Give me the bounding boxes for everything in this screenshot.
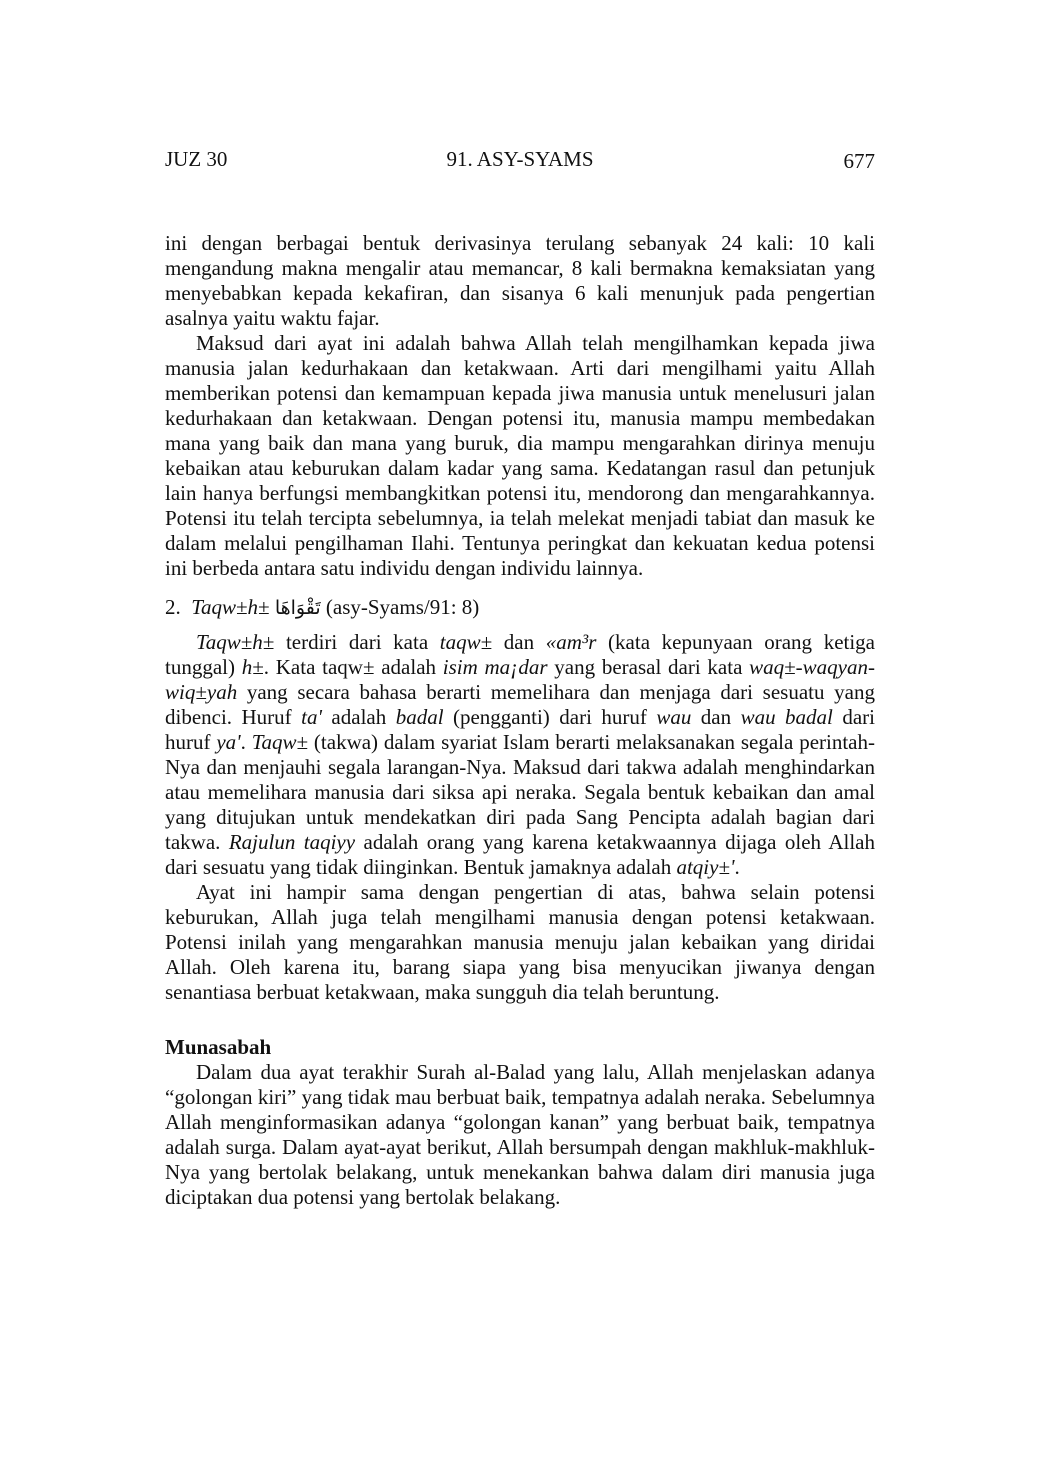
text-run: (pengganti) dari huruf [443,705,657,729]
text-run: yang secara bahasa berarti memelihara dan menjaga dari sesuatu yang dibenci. Huruf [165,680,875,729]
page-header [165,146,875,176]
term-italic: wau badal [740,705,833,729]
surah-title: 91. ASY-SYAMS [446,147,594,171]
verse-reference: (asy-Syams/91: 8) [325,595,480,619]
text-run: dan [492,630,546,654]
term-italic: atqiy±' [676,855,735,879]
text-run: . [734,855,740,879]
term-italic: badal [395,705,444,729]
text-run: . Kata taqw± adalah [263,655,443,679]
vocab-term: Taqw±h± [191,595,270,619]
term-italic: Taqw±h± [196,630,275,654]
term-italic: Taqw± [251,730,309,754]
term-italic: «am³r [545,630,597,654]
term-italic: Rajulun taqiyy [228,830,356,854]
paragraph-continued: ini dengan berbagai bentuk derivasinya terulang sebanyak 24 kali: 10 kali mengandung makna mengalir atau memancar, 8 kali bermakna kemaksiatan yang menyebabkan kepada kekafiran, dan sisanya 6 kali menunjuk pada pengertian asalnya yaitu waktu fajar. [165,231,875,330]
paragraph-munasabah: Dalam dua ayat terakhir Surah al-Balad yang lalu, Allah menjelaskan adanya “golongan kiri” yang tidak mau berbuat baik, tempatnya adalah neraka. Sebelumnya Allah menginformasikan adanya “golongan kanan” yang berbuat baik, tempatnya adalah surga. Dalam ayat-ayat berikut, Allah bersumpah dengan makhluk-makhluk-Nya yang bertolak belakang, untuk menekankan bahwa dalam diri manusia juga diciptakan dua potensi yang bertolak belakang. [165,1060,875,1209]
page-body [165,231,875,1210]
section-heading-munasabah: Munasabah [165,1035,272,1059]
text-run: (kata kepunyaan orang ketiga tunggal) [165,630,875,679]
text-run: . [240,730,252,754]
term-italic: h± [241,655,264,679]
paragraph-explanation: Ayat ini hampir sama dengan pengertian di atas, bahwa selain potensi keburukan, Allah juga telah mengilhami manusia dengan potensi ketakwaan. Potensi inilah yang mengarahkan manusia menuju jalan kebaikan yang diridai Allah. Oleh karena itu, barang siapa yang bisa menyucikan jiwanya dengan senantiasa berbuat ketakwaan, maka sungguh dia telah beruntung. [165,880,875,1004]
term-italic: taqw± [439,630,493,654]
text-run: terdiri dari kata [274,630,440,654]
page-number: 677 [843,149,875,173]
text-run: yang berasal dari kata [547,655,750,679]
item-number: 2. [165,595,181,619]
text-run: adalah orang yang karena ketakwaannya dijaga oleh Allah dari sesuatu yang tidak diinginkan. Bentuk jamaknya adalah [165,830,875,879]
text-run: (takwa) dalam syariat Islam berarti melaksanakan segala perintah-Nya dan menjauhi segala larangan-Nya. Maksud dari takwa adalah menghindarkan atau memelihara manusia dari siksa api neraka. Segala bentuk kebaikan dan amal yang ditujukan untuk mendekatkan diri pada Sang Pencipta adalah bagian dari takwa. [165,730,875,854]
paragraph-taqwa [165,630,875,880]
text-run: dan [691,705,741,729]
term-italic: waq±-waqyan-wiq±yah [165,655,875,704]
arabic-word: تَقْوَاهَا [274,597,321,619]
juz-label: JUZ 30 [165,147,228,171]
term-italic: wau [656,705,692,729]
text-run: dari huruf [165,705,875,754]
term-italic: isim ma¡dar [442,655,548,679]
text-run: adalah [321,705,396,729]
vocab-item-heading [165,595,875,621]
term-italic: ya' [216,730,241,754]
term-italic: ta' [301,705,322,729]
paragraph-meaning: Maksud dari ayat ini adalah bahwa Allah telah mengilhamkan kepada jiwa manusia jalan kedurhakaan dan ketakwaan. Arti dari mengilhami yaitu Allah memberikan potensi dan kemampuan kepada jiwa manusia untuk menelusuri jalan kedurhakaan dan ketakwaan. Dengan potensi itu, manusia mampu membedakan mana yang baik dan mana yang buruk, dia mampu mengarahkan dirinya menuju kebaikan atau keburukan dalam kadar yang sama. Kedatangan rasul dan petunjuk lain hanya berfungsi membangkitkan potensi itu, mendorong dan mengarahkannya. Potensi itu telah tercipta sebelumnya, ia telah melekat menjadi tabiat dan masuk ke dalam melalui pengilhaman Ilahi. Tentunya peringkat dan kekuatan kedua potensi ini berbeda antara satu individu dengan individu lainnya. [165,331,875,580]
